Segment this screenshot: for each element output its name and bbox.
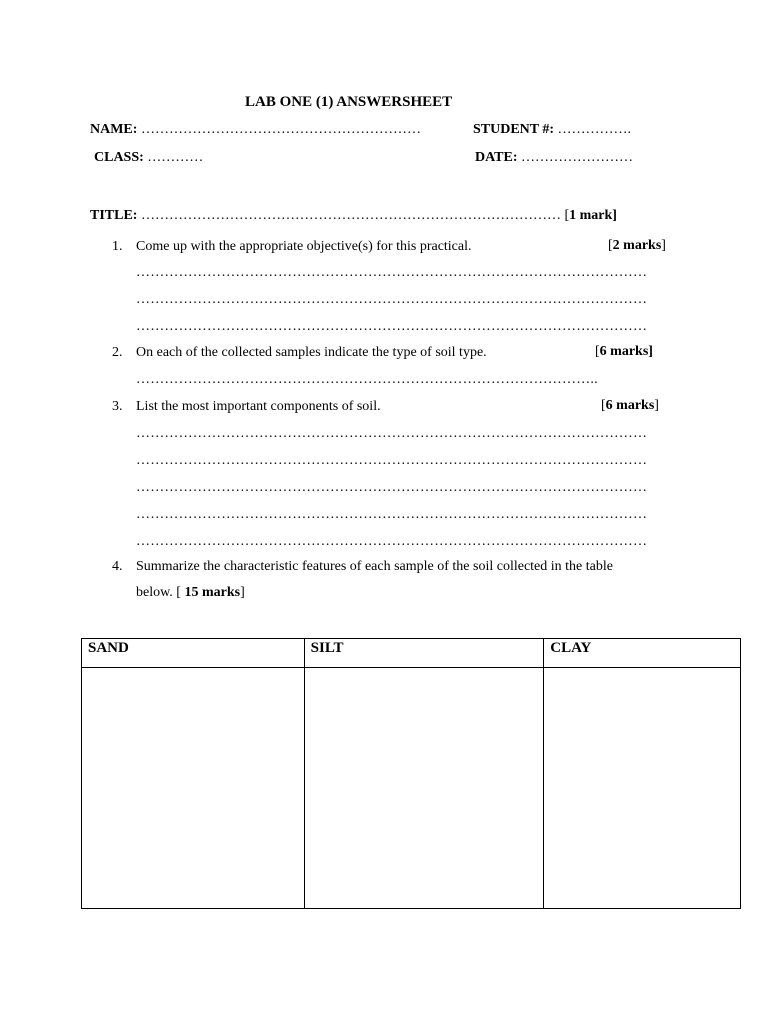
- question-3-number: 3.: [112, 399, 123, 414]
- column-header-sand: SAND: [82, 639, 305, 668]
- sand-answer-cell[interactable]: [82, 668, 305, 909]
- column-header-silt: SILT: [304, 639, 544, 668]
- question-4-text-line2: below. [ 15 marks]: [136, 585, 245, 600]
- title-field[interactable]: ………………………………………………………………………………: [140, 208, 561, 223]
- question-4-text-line1: Summarize the characteristic features of each sample of the soil collected in the table: [136, 559, 613, 574]
- title-label: TITLE:: [90, 208, 138, 223]
- answer-line[interactable]: ………………………………………………………………………………………………: [136, 292, 648, 307]
- question-2-number: 2.: [112, 345, 123, 360]
- answer-line[interactable]: ………………………………………………………………………………………………: [136, 319, 648, 334]
- soil-characteristics-table: [81, 638, 741, 909]
- name-label: NAME:: [90, 122, 138, 137]
- page-title: LAB ONE (1) ANSWERSHEET: [245, 94, 453, 110]
- answer-line[interactable]: ………………………………………………………………………………………………: [136, 453, 648, 468]
- student-row: [473, 122, 631, 138]
- answer-line[interactable]: ………………………………………………………………………………………………: [136, 426, 648, 441]
- question-4-number: 4.: [112, 559, 123, 574]
- question-4-marks: 15 marks: [184, 585, 241, 600]
- student-number-field[interactable]: …………….: [557, 122, 632, 137]
- answer-line[interactable]: ………………………………………………………………………………………………: [136, 265, 648, 280]
- class-label: CLASS:: [94, 150, 144, 165]
- question-1-text: Come up with the appropriate objective(s) for this practical.: [136, 239, 472, 254]
- silt-answer-cell[interactable]: [304, 668, 544, 909]
- date-row: [475, 150, 633, 166]
- column-header-clay: CLAY: [544, 639, 741, 668]
- student-label: STUDENT #:: [473, 122, 555, 137]
- question-3-marks: [6 marks]: [601, 398, 659, 413]
- class-field[interactable]: …………: [147, 150, 204, 165]
- name-field[interactable]: ……………………………………………………: [140, 122, 421, 137]
- date-field[interactable]: ……………………: [521, 150, 634, 165]
- question-2-text: On each of the collected samples indicate the type of soil type.: [136, 345, 487, 360]
- question-2-marks: [6 marks]: [595, 344, 653, 359]
- answer-line[interactable]: ……………………………………………………………………………………..: [136, 372, 598, 387]
- table-header-row: [82, 639, 741, 668]
- question-3-text: List the most important components of soil.: [136, 399, 381, 414]
- name-row: [90, 122, 421, 138]
- class-row: [94, 150, 203, 166]
- answer-line[interactable]: ………………………………………………………………………………………………: [136, 480, 648, 495]
- date-label: DATE:: [475, 150, 518, 165]
- table-row: [82, 668, 741, 909]
- clay-answer-cell[interactable]: [544, 668, 741, 909]
- answer-line[interactable]: ………………………………………………………………………………………………: [136, 507, 648, 522]
- title-row: [90, 208, 617, 224]
- question-1-marks: [2 marks]: [608, 238, 666, 253]
- answer-line[interactable]: ………………………………………………………………………………………………: [136, 534, 648, 549]
- title-marks-open: [: [564, 208, 570, 223]
- question-1-number: 1.: [112, 239, 123, 254]
- title-marks: 1 mark]: [569, 208, 617, 223]
